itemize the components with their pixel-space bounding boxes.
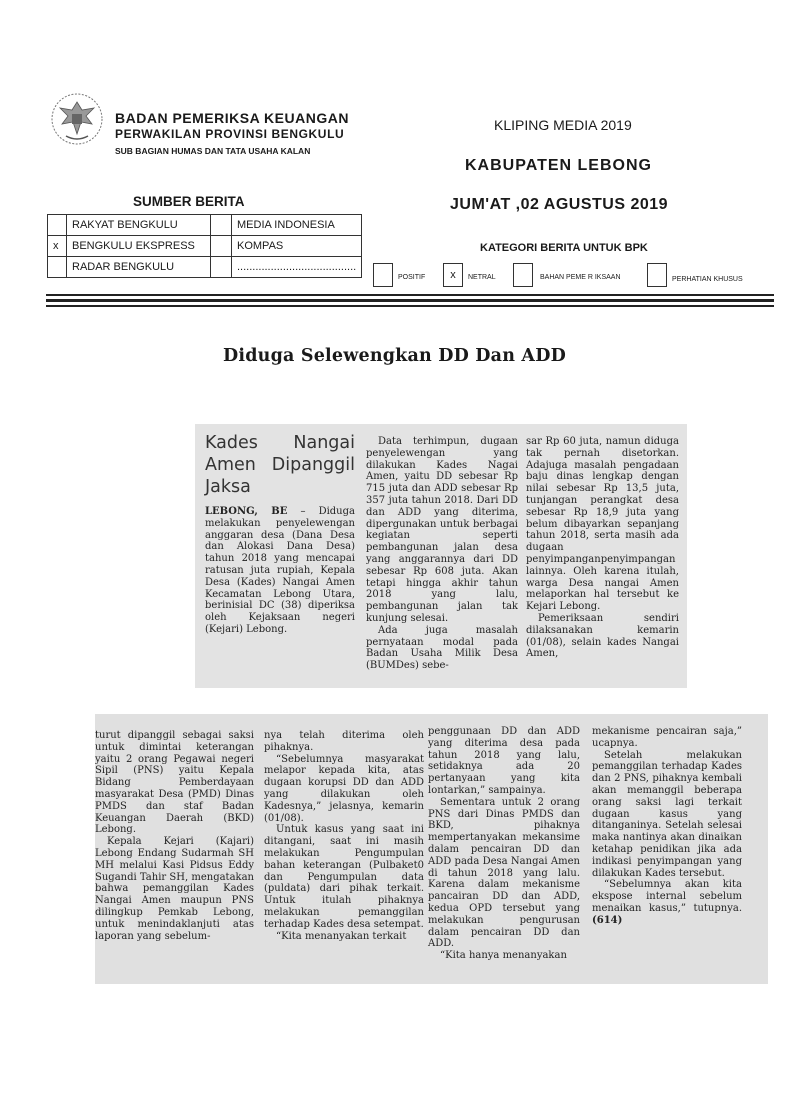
category-title: KATEGORI BERITA UNTUK BPK (480, 242, 648, 254)
label-netral: NETRAL (468, 274, 496, 281)
news-clipping-top (195, 424, 687, 688)
label-pemeriksaan: BAHAN PEME R IKSAAN (540, 274, 621, 281)
article-paragraph: Pemeriksaan sendiri dilaksanakan kemarin (01/08), selain kades Nangai Amen, (526, 612, 679, 660)
article-code: (614) (592, 914, 623, 926)
article-headline: Diduga Selewengkan DD Dan ADD (223, 346, 566, 366)
news-clipping-bottom (95, 714, 768, 984)
source-row (48, 257, 362, 278)
label-positif: POSITIF (398, 274, 426, 281)
source-row (48, 236, 362, 257)
source-name: ....................................... (232, 257, 362, 278)
article-dateline: LEBONG, BE (205, 506, 288, 517)
article-kicker: Kades Nangai Amen Dipanggil Jaksa (205, 433, 355, 497)
checkbox-netral: x (443, 263, 463, 287)
article-paragraph: sar Rp 60 juta, namun diduga tak pernah disetorkan. Adajuga masalah pengadaan baju dinas lengkap dengan nilai sebesar Rp 13,5 juta, tunjangan perangkat desa sebesar Rp 18,9 juta yang belum dibayarkan sepanjang tahun 2018, serta masih ada dugaan penyimpanganpenyimpangan lainnya. Oleh karena itulah, warga Desa nangai Amen melaporkan hal tersebut ke Kejari Lebong. (526, 436, 679, 613)
garuda-emblem-icon (50, 92, 104, 146)
source-mark (48, 257, 67, 278)
article-column-2 (366, 436, 518, 672)
article-paragraph: Data terhimpun, dugaan penyelewengan yang dilakukan Kades Nagai Amen, yaitu DD sebesar Rp 715 juta dan ADD sebesar Rp 357 juta tahun 2018. Dari DD dan ADD yang diterima, dipergunakan untuk berbagai kegiatan seperti pembangunan jalan desa yang anggarannya dari DD sebesar Rp 608 juta. Akan tetapi hingga akhir tahun 2018 yang lalu, pembangunan jalan tak kunjung selesai. (366, 436, 518, 624)
checkbox-khusus (647, 263, 667, 287)
source-name: MEDIA INDONESIA (232, 215, 362, 236)
article-paragraph: Kepala Kejari (Kajari) Lebong Endang Sudarmah SH MH melalui Kasi Pidsus Eddy Sugandi Tahir SH, mengatakan bahwa pemanggilan Kades Nangai Amen maupun PNS dilingkup Pemkab Lebong, untuk menindaklanjuti atas laporan yang sebelum- (95, 836, 254, 942)
source-name: RAKYAT BENGKULU (67, 215, 211, 236)
article-column-6 (428, 726, 580, 962)
divider (46, 294, 774, 296)
kliping-label: KLIPING MEDIA 2019 (494, 117, 632, 133)
org-name: BADAN PEMERIKSA KEUANGAN (115, 110, 349, 126)
article-paragraph: penggunaan DD dan ADD yang diterima desa pada tahun 2018 yang lalu, setidaknya ada 20 pertanyaan yang kita lontarkan,” sampainya. (428, 726, 580, 796)
checkbox-pemeriksaan (513, 263, 533, 287)
article-paragraph: turut dipanggil sebagai saksi untuk dimintai keterangan yaitu 2 orang Pegawai negeri Sipil (PNS) yaitu Kepala Bidang Pemberdayaan masyarakat Desa (PMD) Dinas PMDS dan staf Badan Keuangan Daerah (BKD) Lebong. (95, 730, 254, 836)
article-column-4 (95, 730, 254, 942)
article-paragraph: Setelah melakukan pemanggilan terhadap Kades dan 2 PNS, pihaknya kembali akan memanggil beberapa orang saksi lagi terkait dugaan kasus yang ditanganinya. Setelah selesai maka nantinya akan dinaikan ketahap penidikan jika ada indikasi penyimpangan yang dilakukan Kades tersebut. (592, 749, 742, 879)
article-paragraph: Untuk kasus yang saat ini ditangani, saat ini masih melakukan Pengumpulan bahan keterangan (Pulbaket0 dan Pengumpulan data (puldata) dari pihak terkait. Untuk itulah pihaknya melakukan pemanggilan terhadap Kades desa setempat. (264, 824, 424, 930)
article-column-5 (264, 730, 424, 942)
date-label: JUM'AT ,02 AGUSTUS 2019 (450, 196, 669, 213)
checkbox-positif (373, 263, 393, 287)
source-name: BENGKULU EKSPRESS (67, 236, 211, 257)
article-paragraph: “Sebelumnya akan kita ekspose internal sebelum menaikan kasus,” tutupnya.(614) (592, 879, 742, 926)
sources-table (47, 214, 362, 278)
divider (46, 305, 774, 307)
label-khusus: PERHATIAN KHUSUS (672, 276, 743, 283)
org-division: SUB BAGIAN HUMAS DAN TATA USAHA KALAN (115, 146, 311, 156)
source-row (48, 215, 362, 236)
source-name: RADAR BENGKULU (67, 257, 211, 278)
article-column-7 (592, 726, 742, 927)
article-paragraph: “Sebelumnya masyarakat melapor kepada kita, atas dugaan korupsi DD dan ADD yang dilakukan oleh Kadesnya,” jelasnya, kemarin (01/08). (264, 753, 424, 824)
article-column-1 (205, 432, 355, 636)
article-paragraph: “Kita menanyakan terkait (276, 930, 407, 942)
article-paragraph: “Kita hanya menanyakan (440, 950, 567, 962)
article-paragraph: mekanisme pencairan saja,” ucapnya. (592, 726, 742, 749)
sources-title: SUMBER BERITA (133, 194, 245, 209)
article-column-3 (526, 436, 679, 660)
article-paragraph: Sementara untuk 2 orang PNS dari Dinas PMDS dan BKD, pihaknya mempertanyakan mekansime dalam pencairan DD dan ADD pada Desa Nangai Amen di tahun 2018 yang lalu. Karena dalam mekanisme pancairan DD dan ADD, kedua OPD tersebut yang melakukan pengurusan dalam pencairan DD dan ADD. (428, 796, 580, 950)
region-label: KABUPATEN LEBONG (465, 157, 652, 174)
source-mark: x (48, 236, 67, 257)
article-paragraph: LEBONG, BE – Diduga melakukan penyelewengan anggaran desa (Dana Desa dan Alokasi Dana Desa) tahun 2018 yang mencapai ratusan juta rupiah, Kepala Desa (Kades) Nangai Amen Kecamatan Lebong Utara, berinisial DC (38) diperiksa oleh Kejaksaan negeri (Kejari) Lebong. (205, 506, 355, 635)
article-paragraph: Ada juga masalah pernyataan modal pada Badan Usaha Milik Desa (BUMDes) sebe- (366, 624, 518, 672)
source-name: KOMPAS (232, 236, 362, 257)
divider (46, 299, 774, 302)
source-mark (48, 215, 67, 236)
org-branch: PERWAKILAN PROVINSI BENGKULU (115, 127, 345, 141)
article-paragraph: nya telah diterima oleh pihaknya. (264, 730, 424, 753)
